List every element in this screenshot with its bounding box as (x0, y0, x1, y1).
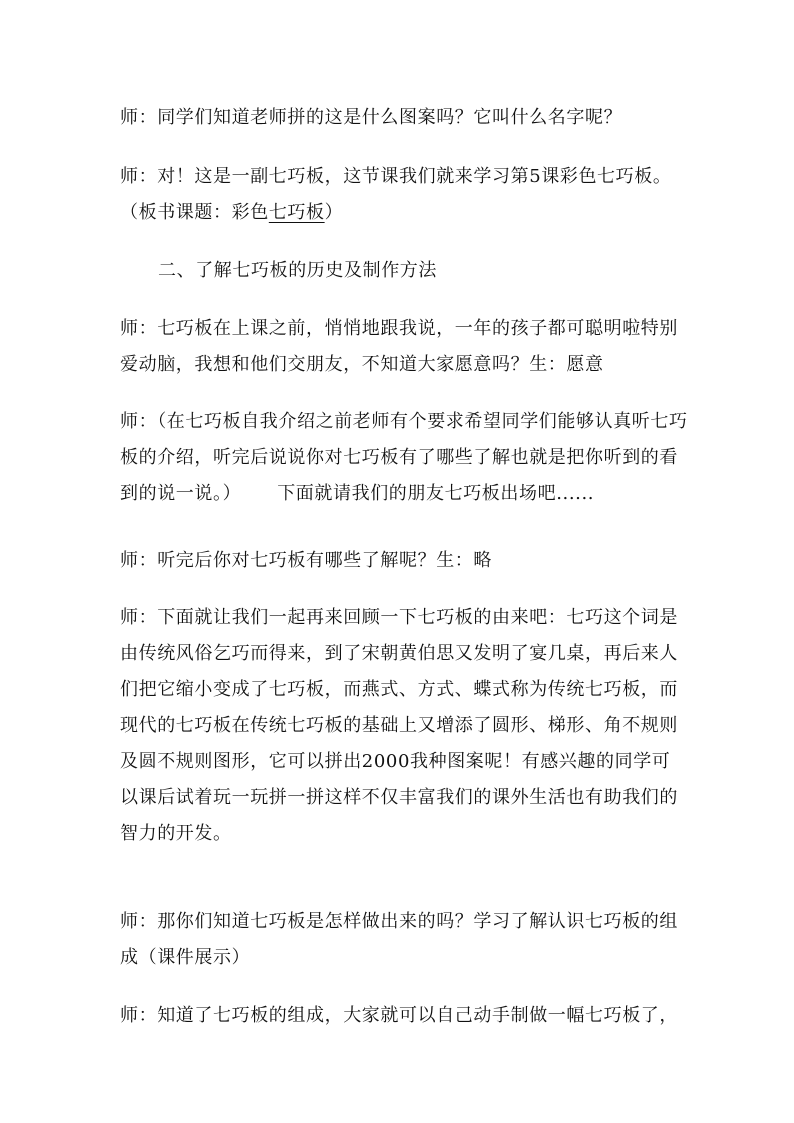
board-title-suffix: ） (324, 202, 344, 223)
paragraph-text: 师：对！这是一副七巧板，这节课我们就来学习第5课彩色七巧板。 (120, 166, 672, 187)
paragraph-text: 师：听完后你对七巧板有哪些了解呢？生：略 (120, 550, 492, 571)
paragraph-text-continued: 下面就请我们的朋友七巧板出场吧...... (277, 483, 595, 504)
paragraph-lesson-intro (120, 159, 688, 231)
section-heading (158, 253, 726, 289)
paragraph-text: 师：七巧板在上课之前，悄悄地跟我说，一年的孩子都可聪明啦特别爱动脑，我想和他们交朋友，不知道大家愿意吗？生：愿意 (120, 318, 678, 375)
board-title-prefix: （板书课题：彩色 (120, 202, 269, 223)
paragraph-how-made (120, 904, 688, 976)
paragraph-text: 师：下面就让我们一起再来回顾一下七巧板的由来吧：七巧这个词是由传统风俗乞巧而得来，到了宋朝黄伯思又发明了宴几桌，再后来人们把它缩小变成了七巧板，而燕式、方式、蝶式称为传统七巧板，而现代的七巧板在传统七巧板的基础上又增添了圆形、梯形、角不规则及圆不规则图形，它可以拼出2000我种图案呢！有感兴趣的同学可以课后试着玩一玩拼一拼这样不仅丰富我们的课外生活也有助我们的智力的开发。 (120, 607, 678, 844)
paragraph-tangram-history (120, 600, 688, 852)
section-heading-text: 二、了解七巧板的历史及制作方法 (158, 260, 437, 281)
paragraph-tangram-introduction (120, 404, 688, 512)
board-title-underlined: 七巧板 (268, 202, 325, 223)
paragraph-text: 师：（在七巧板自我介绍之前老师有个要求希望同学们能够认真听七巧板的介绍，听完后说说你对七巧板有了哪些了解也就是把你听到的看到的说一说。） (120, 411, 688, 504)
paragraph-text: 师：同学们知道老师拼的这是什么图案吗？它叫什么名字呢？ (120, 107, 623, 128)
paragraph-what-learned (120, 543, 688, 579)
paragraph-teacher-question-pattern (120, 100, 688, 136)
paragraph-make-tangram (120, 998, 688, 1034)
paragraph-text: 师：那你们知道七巧板是怎样做出来的吗？学习了解认识七巧板的组成（课件展示） (120, 911, 678, 968)
paragraph-tangram-friends (120, 311, 688, 383)
paragraph-text: 师：知道了七巧板的组成，大家就可以自己动手制做一幅七巧板了， (120, 1005, 678, 1026)
